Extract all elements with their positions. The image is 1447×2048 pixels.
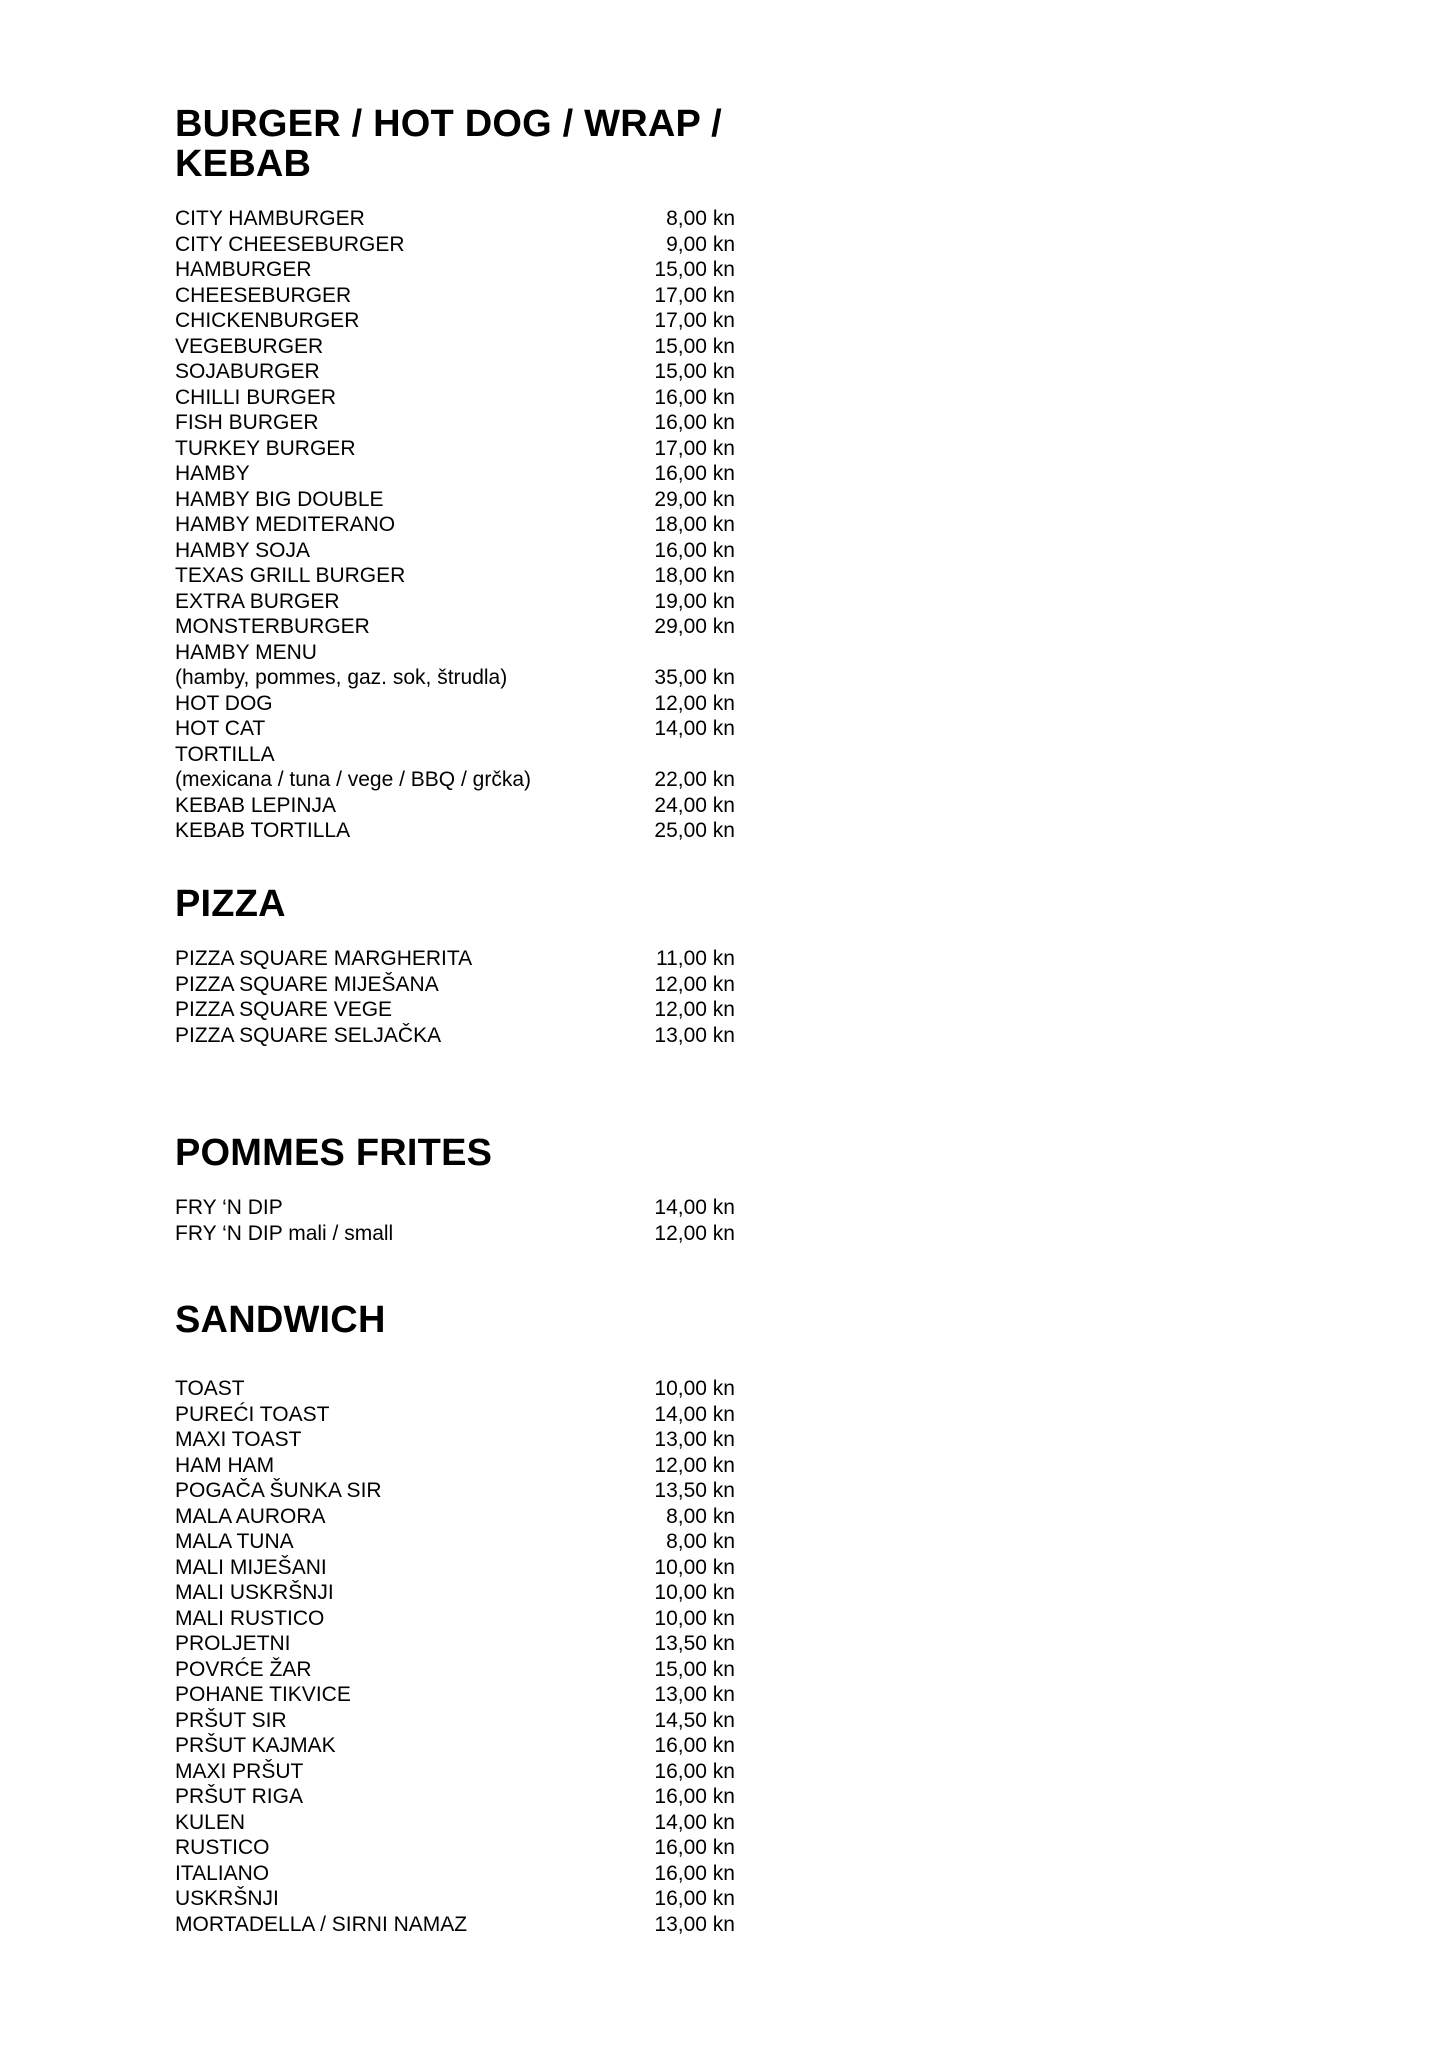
menu-item-name: KULEN xyxy=(175,1810,246,1834)
menu-item-name: MALA TUNA xyxy=(175,1530,294,1553)
menu-item-price: 18,00 kn xyxy=(654,513,735,536)
menu-item-price: 14,50 kn xyxy=(654,1708,735,1732)
menu-item xyxy=(175,1606,735,1632)
menu-item-price: 9,00 kn xyxy=(666,232,735,256)
menu-item-name: HAMBY MENU xyxy=(175,640,317,664)
section-title: BURGER / HOT DOG / WRAP / KEBAB xyxy=(175,103,722,185)
menu-item-name: HAMBY SOJA xyxy=(175,538,310,562)
menu-item-price: 15,00 kn xyxy=(654,1657,735,1681)
menu-item xyxy=(175,1478,735,1504)
menu-item-name: FRY ‘N DIP xyxy=(175,1196,283,1219)
menu-item-price: 10,00 kn xyxy=(654,1581,735,1604)
menu-item-name: CITY HAMBURGER xyxy=(175,207,365,230)
section-title: SANDWICH xyxy=(175,1299,386,1341)
menu-item-name: CHICKENBURGER xyxy=(175,309,360,332)
menu-item-price: 15,00 kn xyxy=(654,334,735,358)
menu-item-price: 16,00 kn xyxy=(654,1785,735,1808)
menu-item-name: MALI USKRŠNJI xyxy=(175,1581,334,1604)
menu-item-name: PIZZA SQUARE MARGHERITA xyxy=(175,947,473,970)
menu-item-price: 10,00 kn xyxy=(654,1606,735,1630)
menu-item-name: (hamby, pommes, gaz. sok, štrudla) xyxy=(175,666,508,689)
menu-item-price: 16,00 kn xyxy=(654,411,735,434)
menu-item-name: HOT DOG xyxy=(175,691,273,715)
menu-item-name: POVRĆE ŽAR xyxy=(175,1657,312,1681)
menu-item-name: PRŠUT SIR xyxy=(175,1708,287,1732)
menu-item xyxy=(175,818,735,844)
menu-item-name: CITY CHEESEBURGER xyxy=(175,232,405,256)
menu-item-price: 24,00 kn xyxy=(654,793,735,817)
menu-item-name: (mexicana / tuna / vege / BBQ / grčka) xyxy=(175,768,531,791)
menu-item-price: 16,00 kn xyxy=(654,462,735,485)
menu-item xyxy=(175,1759,735,1785)
menu-item-price: 16,00 kn xyxy=(654,1861,735,1885)
menu-item xyxy=(175,1504,735,1530)
menu-item-name: PROLJETNI xyxy=(175,1632,291,1655)
menu-item-name: MALA AURORA xyxy=(175,1504,326,1528)
menu-item-price: 16,00 kn xyxy=(654,1734,735,1757)
menu-item-name: VEGEBURGER xyxy=(175,334,324,358)
menu-item xyxy=(175,1784,735,1810)
menu-item-name: HAMBURGER xyxy=(175,258,312,281)
menu-item xyxy=(175,1835,735,1861)
menu-item-price: 12,00 kn xyxy=(654,998,735,1021)
menu-item xyxy=(175,997,735,1023)
menu-item xyxy=(175,257,735,283)
menu-item-name: MALI MIJEŠANI xyxy=(175,1555,327,1579)
section-sandwich xyxy=(175,1300,735,1937)
menu-item-price: 13,00 kn xyxy=(654,1683,735,1706)
menu-item-price: 17,00 kn xyxy=(654,309,735,332)
menu-item-name: FRY ‘N DIP mali / small xyxy=(175,1221,394,1245)
menu-item xyxy=(175,334,735,360)
menu-item xyxy=(175,1708,735,1734)
menu-item xyxy=(175,972,735,998)
menu-item-price: 16,00 kn xyxy=(654,1836,735,1859)
menu-item xyxy=(175,1376,735,1402)
menu-item xyxy=(175,563,735,589)
menu-item xyxy=(175,1733,735,1759)
menu-item-price: 12,00 kn xyxy=(654,1453,735,1477)
menu-item-price: 16,00 kn xyxy=(654,538,735,562)
menu-item xyxy=(175,461,735,487)
menu-item xyxy=(175,512,735,538)
menu-item-name: TORTILLA xyxy=(175,742,275,766)
menu-item xyxy=(175,1810,735,1836)
menu-item xyxy=(175,538,735,564)
menu-item xyxy=(175,1427,735,1453)
section-burger-hotdog-wrap-kebab xyxy=(175,104,735,844)
menu-item xyxy=(175,1529,735,1555)
menu-item-price: 16,00 kn xyxy=(654,1759,735,1783)
menu-item-price: 11,00 kn xyxy=(655,947,735,970)
menu-item xyxy=(175,283,735,309)
menu-item-list xyxy=(175,1195,735,1246)
menu-item-price: 15,00 kn xyxy=(654,360,735,383)
menu-item-price: 19,00 kn xyxy=(654,589,735,613)
menu-item-price: 12,00 kn xyxy=(654,972,735,996)
menu-item-name: POGAČA ŠUNKA SIR xyxy=(175,1479,382,1502)
menu-item-list xyxy=(175,946,735,1048)
menu-item xyxy=(175,665,735,691)
menu-item-price: 18,00 kn xyxy=(654,564,735,587)
menu-item xyxy=(175,1861,735,1887)
menu-item-price: 8,00 kn xyxy=(666,1530,735,1553)
menu-item-name: MAXI PRŠUT xyxy=(175,1759,304,1783)
menu-item-price: 14,00 kn xyxy=(654,1402,735,1426)
menu-item-name: USKRŠNJI xyxy=(175,1887,279,1910)
menu-item-price: 13,00 kn xyxy=(654,1023,735,1047)
menu-item-price: 29,00 kn xyxy=(654,487,735,511)
menu-item xyxy=(175,793,735,819)
menu-item-name: HAMBY MEDITERANO xyxy=(175,513,396,536)
menu-item-price: 17,00 kn xyxy=(654,436,735,460)
menu-item xyxy=(175,1555,735,1581)
menu-item-price: 14,00 kn xyxy=(654,717,735,740)
menu-item-price: 12,00 kn xyxy=(654,1221,735,1245)
menu-item-price: 13,00 kn xyxy=(654,1912,735,1936)
menu-item-list xyxy=(175,206,735,844)
menu-item-name: HAMBY BIG DOUBLE xyxy=(175,487,384,511)
menu-item-price: 13,50 kn xyxy=(654,1479,735,1502)
menu-item xyxy=(175,410,735,436)
menu-item-name: PRŠUT RIGA xyxy=(175,1785,303,1808)
menu-item-price: 8,00 kn xyxy=(666,1504,735,1528)
section-pizza xyxy=(175,884,735,1048)
menu-item-price: 13,00 kn xyxy=(654,1428,735,1451)
menu-item-name: HAMBY xyxy=(175,462,250,485)
menu-item xyxy=(175,1402,735,1428)
menu-item xyxy=(175,614,735,640)
menu-item xyxy=(175,767,735,793)
menu-item xyxy=(175,1886,735,1912)
menu-item-name: MALI RUSTICO xyxy=(175,1606,325,1630)
section-title: PIZZA xyxy=(175,883,286,925)
menu-item-name: RUSTICO xyxy=(175,1836,270,1859)
menu-item-price: 25,00 kn xyxy=(654,819,735,842)
menu-item-name: PIZZA SQUARE SELJAČKA xyxy=(175,1023,442,1047)
menu-item xyxy=(175,385,735,411)
menu-item-name: TEXAS GRILL BURGER xyxy=(175,564,406,587)
menu-item-price: 14,00 kn xyxy=(654,1196,735,1219)
menu-item-price: 16,00 kn xyxy=(654,1887,735,1910)
menu-item xyxy=(175,946,735,972)
menu-item xyxy=(175,487,735,513)
menu-item-name: ITALIANO xyxy=(175,1861,270,1885)
menu-item-name: CHILLI BURGER xyxy=(175,385,337,409)
menu-item-price: 8,00 kn xyxy=(666,207,735,230)
menu-item-price: 10,00 kn xyxy=(654,1555,735,1579)
menu-item-name: TOAST xyxy=(175,1377,245,1400)
menu-item-price: 17,00 kn xyxy=(654,283,735,307)
menu-item xyxy=(175,691,735,717)
menu-item-name: TURKEY BURGER xyxy=(175,436,356,460)
menu-item xyxy=(175,232,735,258)
menu-item-name: KEBAB TORTILLA xyxy=(175,819,351,842)
menu-item-name: PIZZA SQUARE VEGE xyxy=(175,998,393,1021)
menu-item xyxy=(175,742,735,768)
menu-item-price: 29,00 kn xyxy=(654,615,735,638)
menu-item xyxy=(175,308,735,334)
menu-item xyxy=(175,359,735,385)
menu-item-name: HOT CAT xyxy=(175,717,266,740)
menu-item xyxy=(175,1912,735,1938)
menu-item-name: FISH BURGER xyxy=(175,411,319,434)
menu-item-price: 35,00 kn xyxy=(654,666,735,689)
menu-item-price: 13,50 kn xyxy=(654,1632,735,1655)
menu-item xyxy=(175,1682,735,1708)
menu-item-name: PUREĆI TOAST xyxy=(175,1402,330,1426)
menu-item-name: EXTRA BURGER xyxy=(175,589,340,613)
menu-item xyxy=(175,1195,735,1221)
section-title: POMMES FRITES xyxy=(175,1132,493,1174)
menu-item-name: POHANE TIKVICE xyxy=(175,1683,351,1706)
menu-item-name: PRŠUT KAJMAK xyxy=(175,1734,336,1757)
menu-item-price: 12,00 kn xyxy=(654,691,735,715)
menu-item xyxy=(175,436,735,462)
menu-item-price: 10,00 kn xyxy=(654,1377,735,1400)
menu-item-price: 15,00 kn xyxy=(654,258,735,281)
menu-item-price: 22,00 kn xyxy=(654,768,735,791)
menu-item xyxy=(175,1657,735,1683)
menu-item-name: CHEESEBURGER xyxy=(175,283,352,307)
menu-item-price: 16,00 kn xyxy=(654,385,735,409)
menu-item-name: KEBAB LEPINJA xyxy=(175,793,337,817)
menu-item-name: HAM HAM xyxy=(175,1453,275,1477)
menu-item-name: MONSTERBURGER xyxy=(175,615,370,638)
menu-item-price: 14,00 kn xyxy=(654,1810,735,1834)
menu-item xyxy=(175,1453,735,1479)
menu-item-list xyxy=(175,1376,735,1937)
menu-item xyxy=(175,1023,735,1049)
menu-item xyxy=(175,716,735,742)
menu-item-name: MAXI TOAST xyxy=(175,1428,302,1451)
menu-item xyxy=(175,1221,735,1247)
menu-item xyxy=(175,206,735,232)
section-pommes-frites xyxy=(175,1133,735,1246)
menu-item-name: SOJABURGER xyxy=(175,360,320,383)
menu-item xyxy=(175,1631,735,1657)
menu-item xyxy=(175,589,735,615)
menu-item-name: MORTADELLA / SIRNI NAMAZ xyxy=(175,1912,468,1936)
menu-item-name: PIZZA SQUARE MIJEŠANA xyxy=(175,972,439,996)
menu-item xyxy=(175,640,735,666)
menu-item xyxy=(175,1580,735,1606)
